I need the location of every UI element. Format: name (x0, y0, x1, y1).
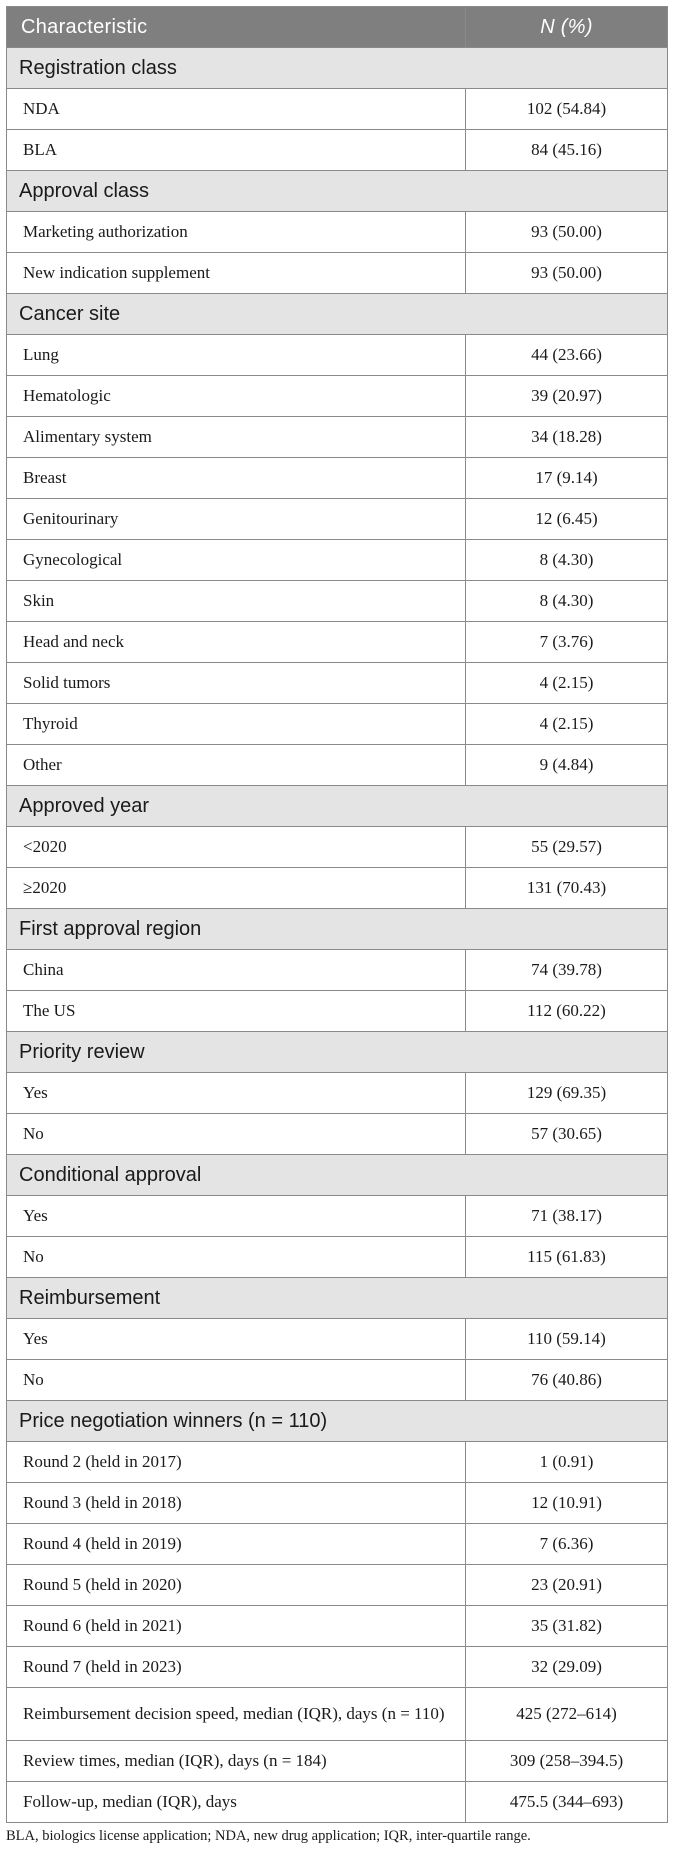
header-row (7, 7, 668, 48)
section-title: First approval region (7, 909, 668, 950)
row-value: 1 (0.91) (466, 1442, 668, 1483)
table-row (7, 745, 668, 786)
row-label: BLA (7, 130, 466, 171)
row-label: Head and neck (7, 622, 466, 663)
table-row (7, 1483, 668, 1524)
row-value: 4 (2.15) (466, 663, 668, 704)
table-row (7, 868, 668, 909)
row-label: Breast (7, 458, 466, 499)
row-value: 23 (20.91) (466, 1565, 668, 1606)
section-header-row (7, 171, 668, 212)
table-body (7, 48, 668, 1823)
document (6, 6, 667, 1845)
row-label: NDA (7, 89, 466, 130)
row-value: 129 (69.35) (466, 1073, 668, 1114)
section-header-row (7, 294, 668, 335)
row-label: Alimentary system (7, 417, 466, 458)
row-value: 76 (40.86) (466, 1360, 668, 1401)
row-label: Genitourinary (7, 499, 466, 540)
row-value: 9 (4.84) (466, 745, 668, 786)
table-row (7, 130, 668, 171)
row-label: Hematologic (7, 376, 466, 417)
row-label: Round 3 (held in 2018) (7, 1483, 466, 1524)
row-value: 309 (258–394.5) (466, 1741, 668, 1782)
row-label: Round 5 (held in 2020) (7, 1565, 466, 1606)
row-value: 7 (6.36) (466, 1524, 668, 1565)
section-header-row (7, 1155, 668, 1196)
table-row (7, 1073, 668, 1114)
row-value: 93 (50.00) (466, 253, 668, 294)
section-title: Price negotiation winners (n = 110) (7, 1401, 668, 1442)
table-row (7, 1114, 668, 1155)
row-value: 12 (10.91) (466, 1483, 668, 1524)
section-header-row (7, 909, 668, 950)
row-value: 102 (54.84) (466, 89, 668, 130)
table-row (7, 335, 668, 376)
table-row (7, 1196, 668, 1237)
section-title: Cancer site (7, 294, 668, 335)
table-header (7, 7, 668, 48)
table-row (7, 581, 668, 622)
row-value: 12 (6.45) (466, 499, 668, 540)
section-title: Reimbursement (7, 1278, 668, 1319)
row-value: 34 (18.28) (466, 417, 668, 458)
row-value: 17 (9.14) (466, 458, 668, 499)
table-row (7, 950, 668, 991)
table-row (7, 1565, 668, 1606)
row-label: Skin (7, 581, 466, 622)
section-header-row (7, 1032, 668, 1073)
row-label: China (7, 950, 466, 991)
table-row (7, 212, 668, 253)
row-label: Lung (7, 335, 466, 376)
table-row (7, 1647, 668, 1688)
row-label: The US (7, 991, 466, 1032)
row-label: Yes (7, 1319, 466, 1360)
row-value: 112 (60.22) (466, 991, 668, 1032)
table-row (7, 540, 668, 581)
section-title: Conditional approval (7, 1155, 668, 1196)
table-row (7, 376, 668, 417)
table-row (7, 1319, 668, 1360)
row-value: 93 (50.00) (466, 212, 668, 253)
table-row (7, 704, 668, 745)
header-n-percent (466, 7, 668, 48)
row-value: 110 (59.14) (466, 1319, 668, 1360)
table-row (7, 663, 668, 704)
row-value: 475.5 (344–693) (466, 1782, 668, 1823)
row-value: 57 (30.65) (466, 1114, 668, 1155)
row-label: Gynecological (7, 540, 466, 581)
row-value: 7 (3.76) (466, 622, 668, 663)
row-label: Marketing authorization (7, 212, 466, 253)
row-label: Solid tumors (7, 663, 466, 704)
table-row (7, 622, 668, 663)
table-row (7, 827, 668, 868)
table-row (7, 499, 668, 540)
row-value: 71 (38.17) (466, 1196, 668, 1237)
section-header-row (7, 1401, 668, 1442)
header-characteristic: Characteristic (7, 7, 466, 48)
section-header-row (7, 1278, 668, 1319)
row-value: 55 (29.57) (466, 827, 668, 868)
row-value: 32 (29.09) (466, 1647, 668, 1688)
row-label: Reimbursement decision speed, median (IQR), days (n = 110) (7, 1688, 466, 1741)
section-title: Priority review (7, 1032, 668, 1073)
row-value: 35 (31.82) (466, 1606, 668, 1647)
table-row (7, 1688, 668, 1741)
table-row (7, 1360, 668, 1401)
header-n-percent-text: N (%) (540, 15, 593, 38)
table-row (7, 1741, 668, 1782)
section-title: Registration class (7, 48, 668, 89)
table-row (7, 253, 668, 294)
row-label: Round 4 (held in 2019) (7, 1524, 466, 1565)
row-value: 8 (4.30) (466, 581, 668, 622)
row-value: 84 (45.16) (466, 130, 668, 171)
row-label: Other (7, 745, 466, 786)
table-row (7, 1237, 668, 1278)
row-value: 131 (70.43) (466, 868, 668, 909)
table-footnote: BLA, biologics license application; NDA, new drug application; IQR, inter-quartile range. (6, 1828, 531, 1844)
table-row (7, 1606, 668, 1647)
row-label: No (7, 1360, 466, 1401)
row-label: ≥2020 (7, 868, 466, 909)
row-label: No (7, 1114, 466, 1155)
characteristics-table (6, 6, 668, 1823)
row-label: <2020 (7, 827, 466, 868)
row-label: No (7, 1237, 466, 1278)
table-row (7, 89, 668, 130)
table-row (7, 417, 668, 458)
row-label: Round 2 (held in 2017) (7, 1442, 466, 1483)
row-value: 74 (39.78) (466, 950, 668, 991)
row-label: Round 6 (held in 2021) (7, 1606, 466, 1647)
row-label: Round 7 (held in 2023) (7, 1647, 466, 1688)
row-label: New indication supplement (7, 253, 466, 294)
section-header-row (7, 48, 668, 89)
table-row (7, 1782, 668, 1823)
row-value: 39 (20.97) (466, 376, 668, 417)
table-row (7, 1524, 668, 1565)
section-header-row (7, 786, 668, 827)
section-title: Approval class (7, 171, 668, 212)
row-label: Follow-up, median (IQR), days (7, 1782, 466, 1823)
row-value: 8 (4.30) (466, 540, 668, 581)
row-label: Thyroid (7, 704, 466, 745)
row-label: Yes (7, 1073, 466, 1114)
table-row (7, 458, 668, 499)
row-value: 115 (61.83) (466, 1237, 668, 1278)
table-row (7, 1442, 668, 1483)
table-row (7, 991, 668, 1032)
row-value: 425 (272–614) (466, 1688, 668, 1741)
section-title: Approved year (7, 786, 668, 827)
row-value: 4 (2.15) (466, 704, 668, 745)
row-label: Review times, median (IQR), days (n = 184) (7, 1741, 466, 1782)
row-label: Yes (7, 1196, 466, 1237)
row-value: 44 (23.66) (466, 335, 668, 376)
